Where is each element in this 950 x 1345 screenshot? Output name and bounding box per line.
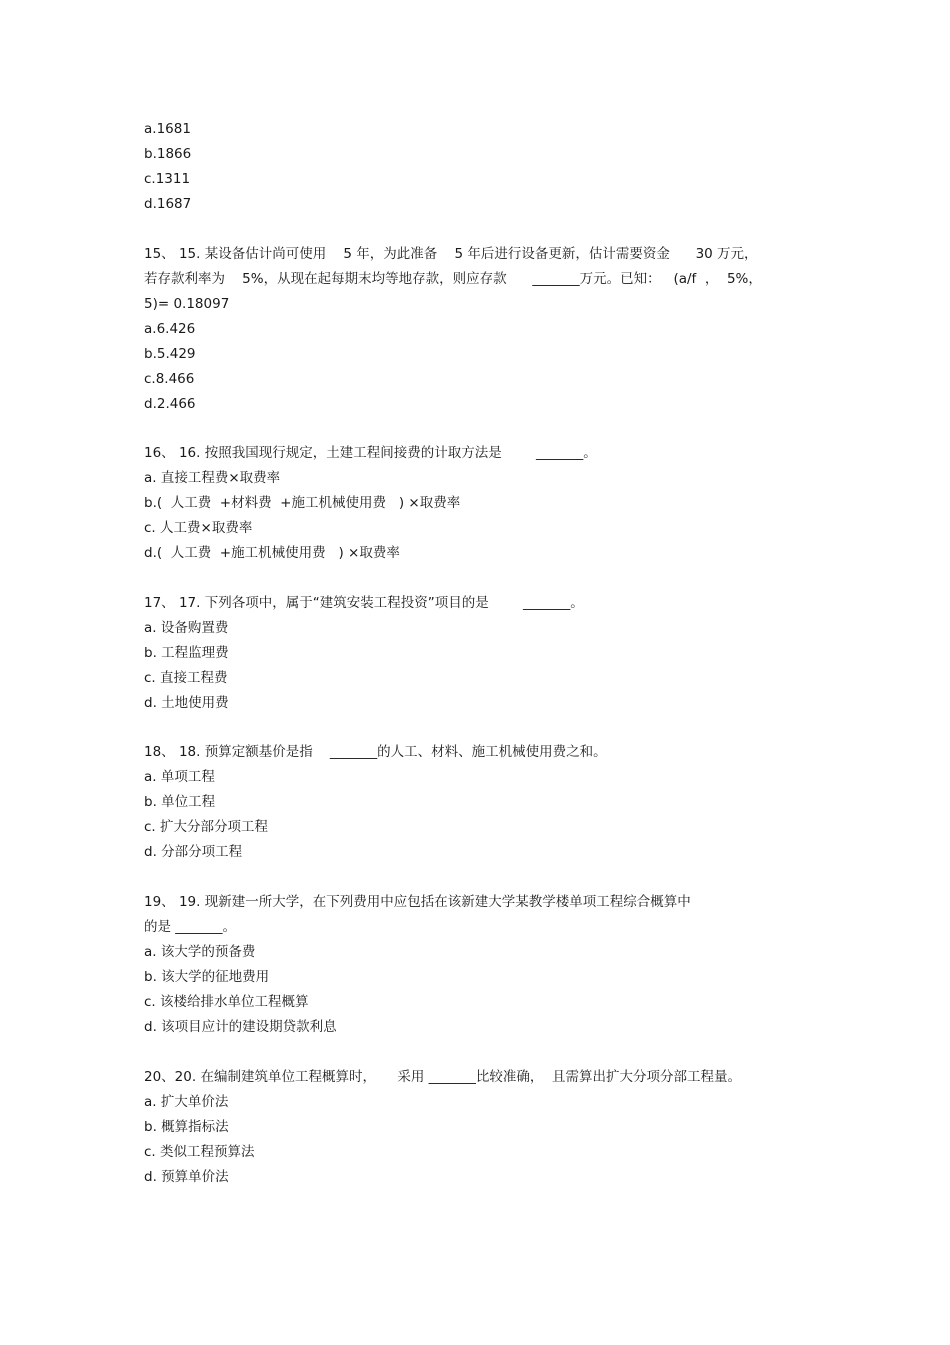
q19-option-a: a. 该大学的预备费 — [144, 944, 256, 960]
q19-stem-line-2: 的是 _______。 — [144, 919, 237, 935]
q18-option-b: b. 单位工程 — [144, 794, 216, 810]
q15-option-a: a.6.426 — [144, 321, 196, 337]
q17-option-b: b. 工程监理费 — [144, 645, 229, 661]
q17-option-a: a. 设备购置费 — [144, 620, 229, 636]
q20-option-b: b. 概算指标法 — [144, 1119, 229, 1135]
q19-option-d: d. 该项目应计的建设期贷款利息 — [144, 1019, 337, 1035]
q15-option-c: c.8.466 — [144, 371, 195, 387]
q18-stem: 18、 18. 预算定额基价是指 _______的人工、材料、施工机械使用费之和。 — [144, 744, 607, 760]
q17-option-d: d. 土地使用费 — [144, 695, 229, 711]
q20-option-d: d. 预算单价法 — [144, 1169, 229, 1185]
q18-option-c: c. 扩大分部分项工程 — [144, 819, 269, 835]
q15-stem-line-2: 若存款利率为 5%，从现在起每期末均等地存款，则应存款 _______万元。已知： (a/f ， 5%， — [144, 271, 762, 287]
q18-option-d: d. 分部分项工程 — [144, 844, 243, 860]
q15-option-b: b.5.429 — [144, 346, 196, 362]
q15-stem-line-3: 5)= 0.18097 — [144, 296, 230, 312]
q16-stem: 16、 16. 按照我国现行规定，土建工程间接费的计取方法是 _______。 — [144, 445, 597, 461]
q20-stem: 20、20. 在编制建筑单位工程概算时， 采用 _______比较准确， 且需算出扩大分项分部工程量。 — [144, 1069, 742, 1085]
q19-option-b: b. 该大学的征地费用 — [144, 969, 270, 985]
q17-option-c: c. 直接工程费 — [144, 670, 228, 686]
q16-option-d: d.( 人工费 +施工机械使用费 ) ×取费率 — [144, 545, 400, 561]
q20-option-c: c. 类似工程预算法 — [144, 1144, 255, 1160]
q14-option-c: c.1311 — [144, 171, 191, 187]
q14-option-a: a.1681 — [144, 121, 191, 137]
q16-option-b: b.( 人工费 +材料费 +施工机械使用费 ) ×取费率 — [144, 495, 461, 511]
q18-option-a: a. 单项工程 — [144, 769, 215, 785]
q17-stem: 17、 17. 下列各项中，属于“建筑安装工程投资”项目的是 _______。 — [144, 595, 584, 611]
q15-option-d: d.2.466 — [144, 396, 196, 412]
q20-option-a: a. 扩大单价法 — [144, 1094, 229, 1110]
q14-option-d: d.1687 — [144, 196, 192, 212]
q19-stem-line-1: 19、 19. 现新建一所大学，在下列费用中应包括在该新建大学某教学楼单项工程综合概算中 — [144, 894, 691, 910]
q19-option-c: c. 该楼给排水单位工程概算 — [144, 994, 309, 1010]
q16-option-a: a. 直接工程费×取费率 — [144, 470, 281, 486]
q16-option-c: c. 人工费×取费率 — [144, 520, 253, 536]
q15-stem-line-1: 15、 15. 某设备估计尚可使用 5 年，为此准备 5 年后进行设备更新，估计需要资金 30 万元， — [144, 246, 758, 262]
q14-option-b: b.1866 — [144, 146, 192, 162]
